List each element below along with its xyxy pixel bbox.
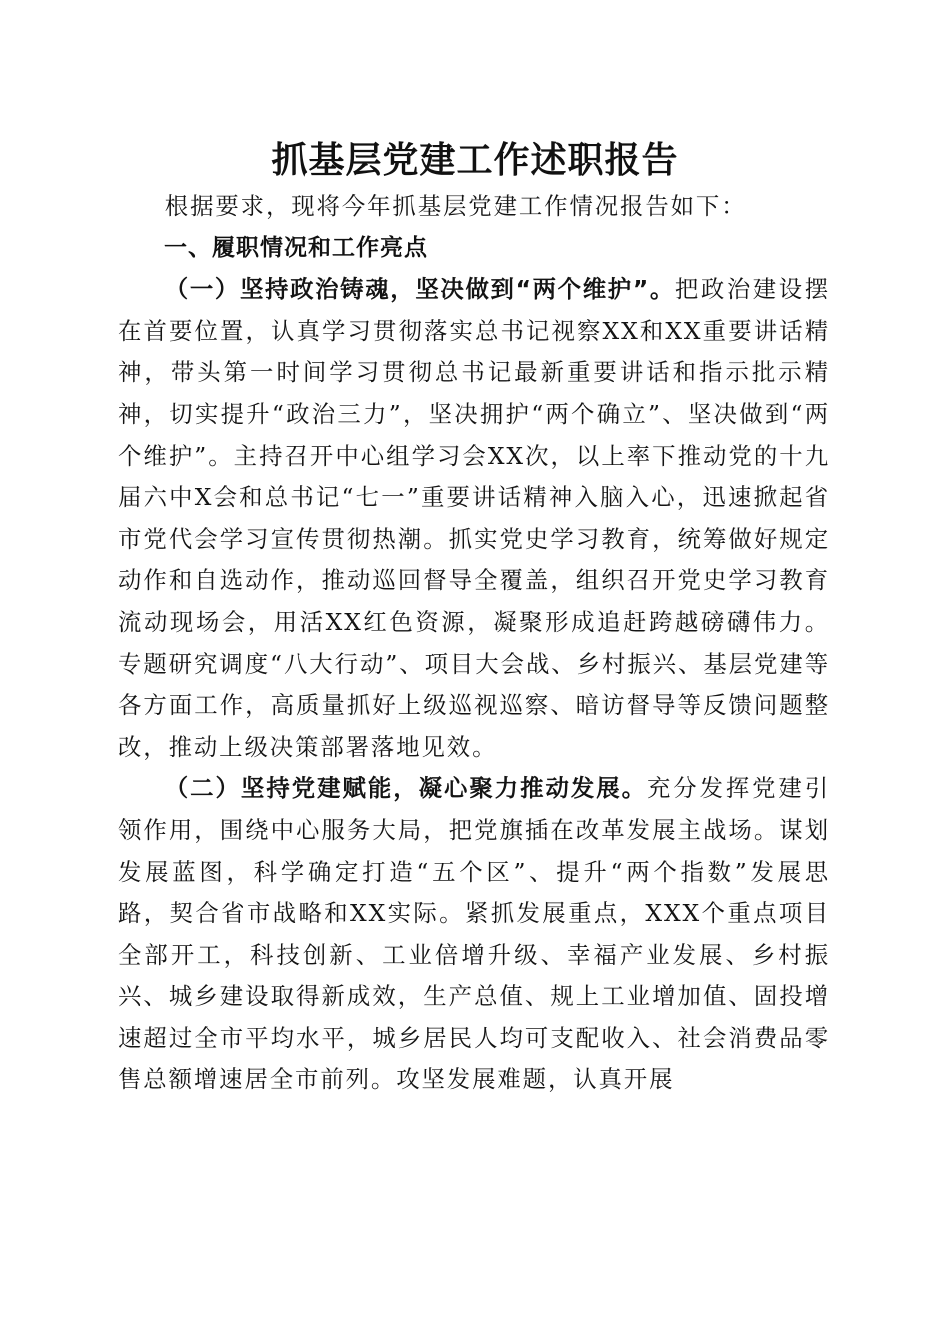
- document-body: [118, 186, 830, 1101]
- intro-paragraph: 根据要求，现将今年抓基层党建工作情况报告如下：: [164, 192, 747, 220]
- paragraph-1-lead: （一）坚持政治铸魂，坚决做到“两个维护”。: [164, 275, 675, 304]
- paragraph-1-text: 把政治建设摆在首要位置，认真学习贯彻落实总书记视察XX和XX重要讲话精神，带头第一时间学习贯彻总书记最新重要讲话和指示批示精神，切实提升“政治三力”，坚决拥护“两个确立”、坚决做到“两个维护”。主持召开中心组学习会XX次，以上率下推动党的十九届六中X会和总书记“七一”重要讲话精神入脑入心，迅速掀起省市党代会学习宣传贯彻热潮。抓实党史学习教育，统筹做好规定动作和自选动作，推动巡回督导全覆盖，组织召开党史学习教育流动现场会，用活XX红色资源，凝聚形成追赶跨越磅礴伟力。专题研究调度“八大行动”、项目大会战、乡村振兴、基层党建等各方面工作，高质量抓好上级巡视巡察、暗访督导等反馈问题整改，推动上级决策部署落地见效。: [118, 275, 830, 761]
- paragraph-1: [118, 269, 830, 768]
- paragraph-2: [118, 768, 830, 1101]
- section-heading: 一、履职情况和工作亮点: [164, 234, 428, 261]
- document-title: 抓基层党建工作述职报告: [271, 139, 679, 181]
- paragraph-2-text: 充分发挥党建引领作用，围绕中心服务大局，把党旗插在改革发展主战场。谋划发展蓝图，科学确定打造“五个区”、提升“两个指数”发展思路，契合省市战略和XX实际。紧抓发展重点，XXX个重点项目全部开工，科技创新、工业倍增升级、幸福产业发展、乡村振兴、城乡建设取得新成效，生产总值、规上工业增加值、固投增速超过全市平均水平，城乡居民人均可支配收入、社会消费品零售总额增速居全市前列。攻坚发展难题，认真开展: [118, 774, 830, 1094]
- paragraph-2-lead: （二）坚持党建赋能，凝心聚力推动发展。: [164, 774, 648, 803]
